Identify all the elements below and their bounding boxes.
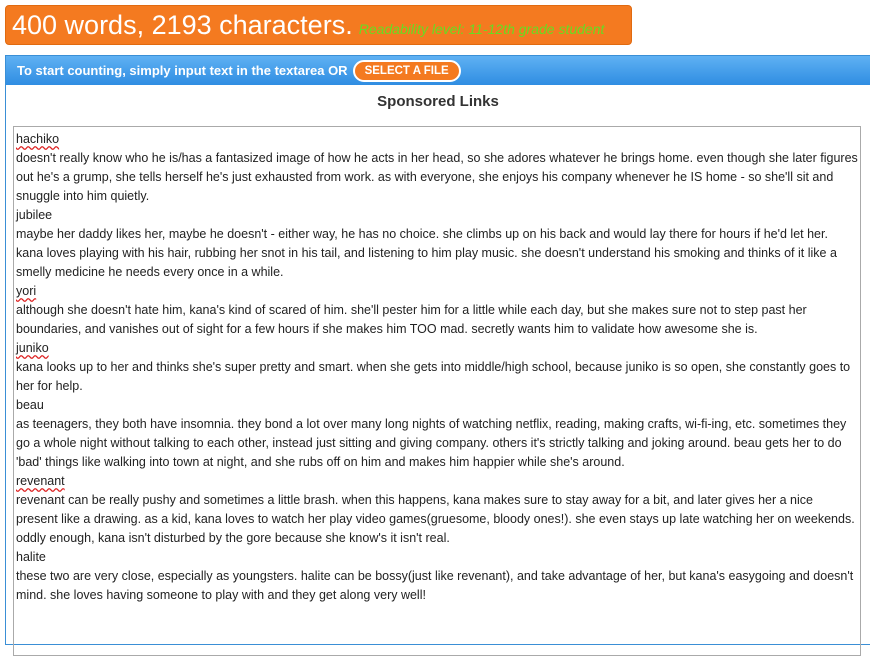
word-count-banner [5, 5, 632, 45]
text-line: although she doesn't hate him, kana's kind of scared of him. she'll pester him for a little while each day, but she makes sure not to step past her boundaries, and vanishes out of sight for a few hours if she makes him TOO mad. secretly wants him to validate how awesome she is. [16, 303, 807, 336]
text-line: kana looks up to her and thinks she's super pretty and smart. when she gets into middle/high school, because juniko is so open, she constantly goes to her for help. [16, 360, 851, 393]
text-line: jubilee [16, 208, 53, 222]
text-line: halite [16, 550, 46, 564]
sponsored-links-heading: Sponsored Links [377, 93, 499, 110]
counter-panel [5, 55, 870, 645]
text-line: beau [16, 398, 44, 412]
text-line: yori [16, 284, 37, 298]
text-line: maybe her daddy likes her, maybe he doesn't - either way, he has no choice. she climbs up on his back and would lay there for hours if he'd let her. kana loves playing with his hair, rubbing her snot in his tail, and listening to him play music. she doesn't understand his smoking and thinks of it like a smelly medicine he needs every once in a while. [16, 227, 837, 279]
text-line: these two are very close, especially as youngsters. halite can be bossy(just like revenant), and take advantage of her, but kana's easygoing and doesn't mind. she loves having someone to play with and they get along very well! [16, 569, 854, 602]
text-line: doesn't really know who he is/has a fantasized image of how he acts in her head, so she adores whatever he brings home. even though she later figures out he's a grump, she tells herself he's just exhausted from work. as with everyone, she enjoys his company whenever he IS home - so she'll sit and snuggle into him quietly. [16, 151, 858, 203]
text-line: revenant can be really pushy and sometimes a little brash. when this happens, kana makes sure to stay away for a bit, and later gives her a nice present like a drawing. as a kid, kana loves to watch her play video games(gruesome, bloody ones!). she even stays up late watching her on weekends. oddly enough, kana isn't disturbed by the gore because she know's it isn't real. [16, 493, 855, 545]
text-line: as teenagers, they both have insomnia. they bond a lot over many long nights of watching netflix, reading, making crafts, wi-fi-ing, etc. sometimes they go a whole night without talking to each other, instead just sitting and giving company. others it's strictly talking and joking around. beau gets her to do 'bad' things like walking into town at night, and she rubs off on him and makes him happier while she's around. [16, 417, 847, 469]
word-character-count: 400 words, 2193 characters. [12, 9, 353, 40]
instruction-text: To start counting, simply input text in the textarea OR [17, 63, 348, 78]
text-line: hachiko [16, 132, 60, 146]
text-line: juniko [16, 341, 49, 355]
select-file-button[interactable]: SELECT A FILE [353, 60, 461, 82]
panel-header [6, 56, 870, 85]
text-line: revenant [16, 474, 65, 488]
readability-level: Readability level: 11-12th grade student [358, 20, 605, 37]
text-input-area[interactable] [13, 126, 861, 656]
